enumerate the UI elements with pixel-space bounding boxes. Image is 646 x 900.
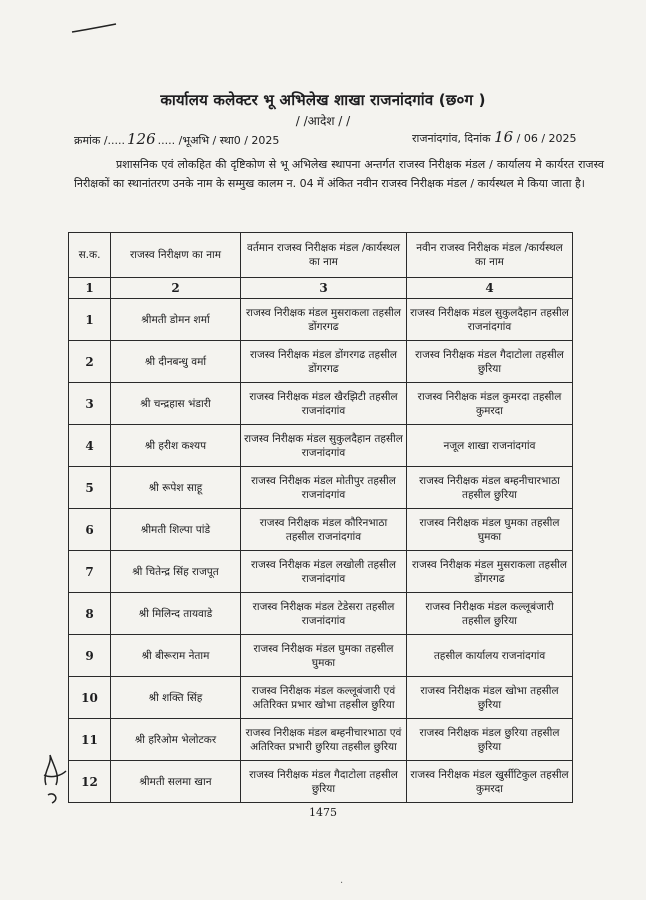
date-line — [412, 128, 577, 146]
row-new-post: राजस्व निरीक्षक मंडल गैदाटोला तहसील छुरिया — [407, 341, 573, 383]
row-serial: 11 — [69, 719, 111, 761]
date-prefix: राजनांदगांव, दिनांक — [412, 132, 491, 145]
row-new-post: राजस्व निरीक्षक मंडल खुर्सीटिकुल तहसील कुमरदा — [407, 761, 573, 803]
row-name: श्री दीनबन्धु वर्मा — [111, 341, 241, 383]
table-row — [69, 593, 573, 635]
reference-number: 126 — [127, 130, 156, 148]
row-new-post: तहसील कार्यालय राजनांदगांव — [407, 635, 573, 677]
header-inspector-name: राजस्व निरीक्षण का नाम — [111, 233, 241, 278]
row-new-post: राजस्व निरीक्षक मंडल खोभा तहसील छुरिया — [407, 677, 573, 719]
table-row — [69, 341, 573, 383]
row-serial: 5 — [69, 467, 111, 509]
table-row — [69, 719, 573, 761]
row-name: श्री हरिओम भेलोटकर — [111, 719, 241, 761]
row-new-post: राजस्व निरीक्षक मंडल कल्लूबंजारी तहसील छुरिया — [407, 593, 573, 635]
scan-speckle: · — [340, 878, 344, 889]
row-serial: 3 — [69, 383, 111, 425]
intro-text: प्रशासनिक एवं लोकहित की दृष्टिकोण से भू अभिलेख स्थापना अन्तर्गत राजस्व निरीक्षक मंडल / कार्यालय मे कार्यरत राजस्व निरीक्षकों का स्थानांतरण उनके नाम के सम्मुख कालम न. 04 में अंकित नवीन राजस्व निरीक्षक मंडल / कार्यस्थल मे किया जाता है। — [74, 158, 604, 190]
table-row — [69, 467, 573, 509]
row-current-post: राजस्व निरीक्षक मंडल टेडेसरा तहसील राजनांदगांव — [241, 593, 407, 635]
row-name: श्रीमती शिल्पा पांडे — [111, 509, 241, 551]
row-current-post: राजस्व निरीक्षक मंडल कल्लूबंजारी एवं अतिरिक्त प्रभार खोभा तहसील छुरिया — [241, 677, 407, 719]
row-name: श्रीमती डोमन शर्मा — [111, 299, 241, 341]
row-current-post: राजस्व निरीक्षक मंडल कौरिनभाठा तहसील राजनांदगांव — [241, 509, 407, 551]
row-new-post: राजस्व निरीक्षक मंडल कुमरदा तहसील कुमरदा — [407, 383, 573, 425]
header-current-post: वर्तमान राजस्व निरीक्षक मंडल /कार्यस्थल का नाम — [241, 233, 407, 278]
row-name: श्री बीरूराम नेताम — [111, 635, 241, 677]
row-new-post: राजस्व निरीक्षक मंडल घुमका तहसील घुमका — [407, 509, 573, 551]
table-row — [69, 761, 573, 803]
table-row — [69, 299, 573, 341]
row-name: श्री हरीश कश्यप — [111, 425, 241, 467]
table-row — [69, 383, 573, 425]
row-current-post: राजस्व निरीक्षक मंडल घुमका तहसील घुमका — [241, 635, 407, 677]
row-name: श्री चन्द्रहास भंडारी — [111, 383, 241, 425]
handwritten-initials — [38, 745, 72, 807]
page-number: 1475 — [309, 806, 337, 819]
office-heading: कार्यालय कलेक्टर भू अभिलेख शाखा राजनांदगांव (छ०ग ) — [160, 91, 486, 109]
row-new-post: नजूल शाखा राजनांदगांव — [407, 425, 573, 467]
date-rest: / 06 / 2025 — [516, 132, 577, 145]
date-day: 16 — [494, 128, 514, 146]
row-current-post: राजस्व निरीक्षक मंडल डोंगरगढ तहसील डोंगरगढ — [241, 341, 407, 383]
row-new-post: राजस्व निरीक्षक मंडल बम्हनीचारभाठा तहसील छुरिया — [407, 467, 573, 509]
row-serial: 9 — [69, 635, 111, 677]
row-current-post: राजस्व निरीक्षक मंडल मुसराकला तहसील डोंगरगढ — [241, 299, 407, 341]
row-new-post: राजस्व निरीक्षक मंडल छुरिया तहसील छुरिया — [407, 719, 573, 761]
row-current-post: राजस्व निरीक्षक मंडल बम्हनीचारभाठा एवं अतिरिक्त प्रभारी छुरिया तहसील छुरिया — [241, 719, 407, 761]
transfer-table — [68, 232, 573, 803]
row-name: श्री रूपेश साहू — [111, 467, 241, 509]
row-name: श्री चितेन्द्र सिंह राजपूत — [111, 551, 241, 593]
column-number-row — [69, 278, 573, 299]
reference-number-line — [74, 130, 279, 148]
row-serial: 1 — [69, 299, 111, 341]
row-serial: 7 — [69, 551, 111, 593]
row-name: श्री शक्ति सिंह — [111, 677, 241, 719]
row-current-post: राजस्व निरीक्षक मंडल खैरझिटी तहसील राजनांदगांव — [241, 383, 407, 425]
column-number: 2 — [111, 278, 241, 299]
table-header-row — [69, 233, 573, 278]
pen-stroke-mark — [70, 20, 120, 36]
row-serial: 4 — [69, 425, 111, 467]
intro-paragraph — [74, 155, 604, 193]
row-new-post: राजस्व निरीक्षक मंडल मुसराकला तहसील डोंगरगढ — [407, 551, 573, 593]
row-serial: 6 — [69, 509, 111, 551]
row-serial: 10 — [69, 677, 111, 719]
row-current-post: राजस्व निरीक्षक मंडल लखोली तहसील राजनांदगांव — [241, 551, 407, 593]
header-serial: स.क. — [69, 233, 111, 278]
table-row — [69, 509, 573, 551]
row-name: श्री मिलिन्द तायवाडे — [111, 593, 241, 635]
header-new-post: नवीन राजस्व निरीक्षक मंडल /कार्यस्थल का नाम — [407, 233, 573, 278]
table-row — [69, 635, 573, 677]
row-new-post: राजस्व निरीक्षक मंडल सुकुलदैहान तहसील राजनांदगांव — [407, 299, 573, 341]
row-current-post: राजस्व निरीक्षक मंडल मोतीपुर तहसील राजनांदगांव — [241, 467, 407, 509]
row-current-post: राजस्व निरीक्षक मंडल सुकुलदैहान तहसील राजनांदगांव — [241, 425, 407, 467]
table-row — [69, 677, 573, 719]
row-current-post: राजस्व निरीक्षक मंडल गैदाटोला तहसील छुरिया — [241, 761, 407, 803]
row-serial: 8 — [69, 593, 111, 635]
column-number: 4 — [407, 278, 573, 299]
reference-suffix: ..... /भूअभि / स्था0 / 2025 — [157, 134, 280, 147]
row-serial: 12 — [69, 761, 111, 803]
row-serial: 2 — [69, 341, 111, 383]
table-row — [69, 425, 573, 467]
column-number: 3 — [241, 278, 407, 299]
row-name: श्रीमती सलमा खान — [111, 761, 241, 803]
order-label: / /आदेश / / — [295, 114, 351, 128]
column-number: 1 — [69, 278, 111, 299]
table-row — [69, 551, 573, 593]
reference-prefix: क्रमांक /..... — [74, 134, 126, 147]
